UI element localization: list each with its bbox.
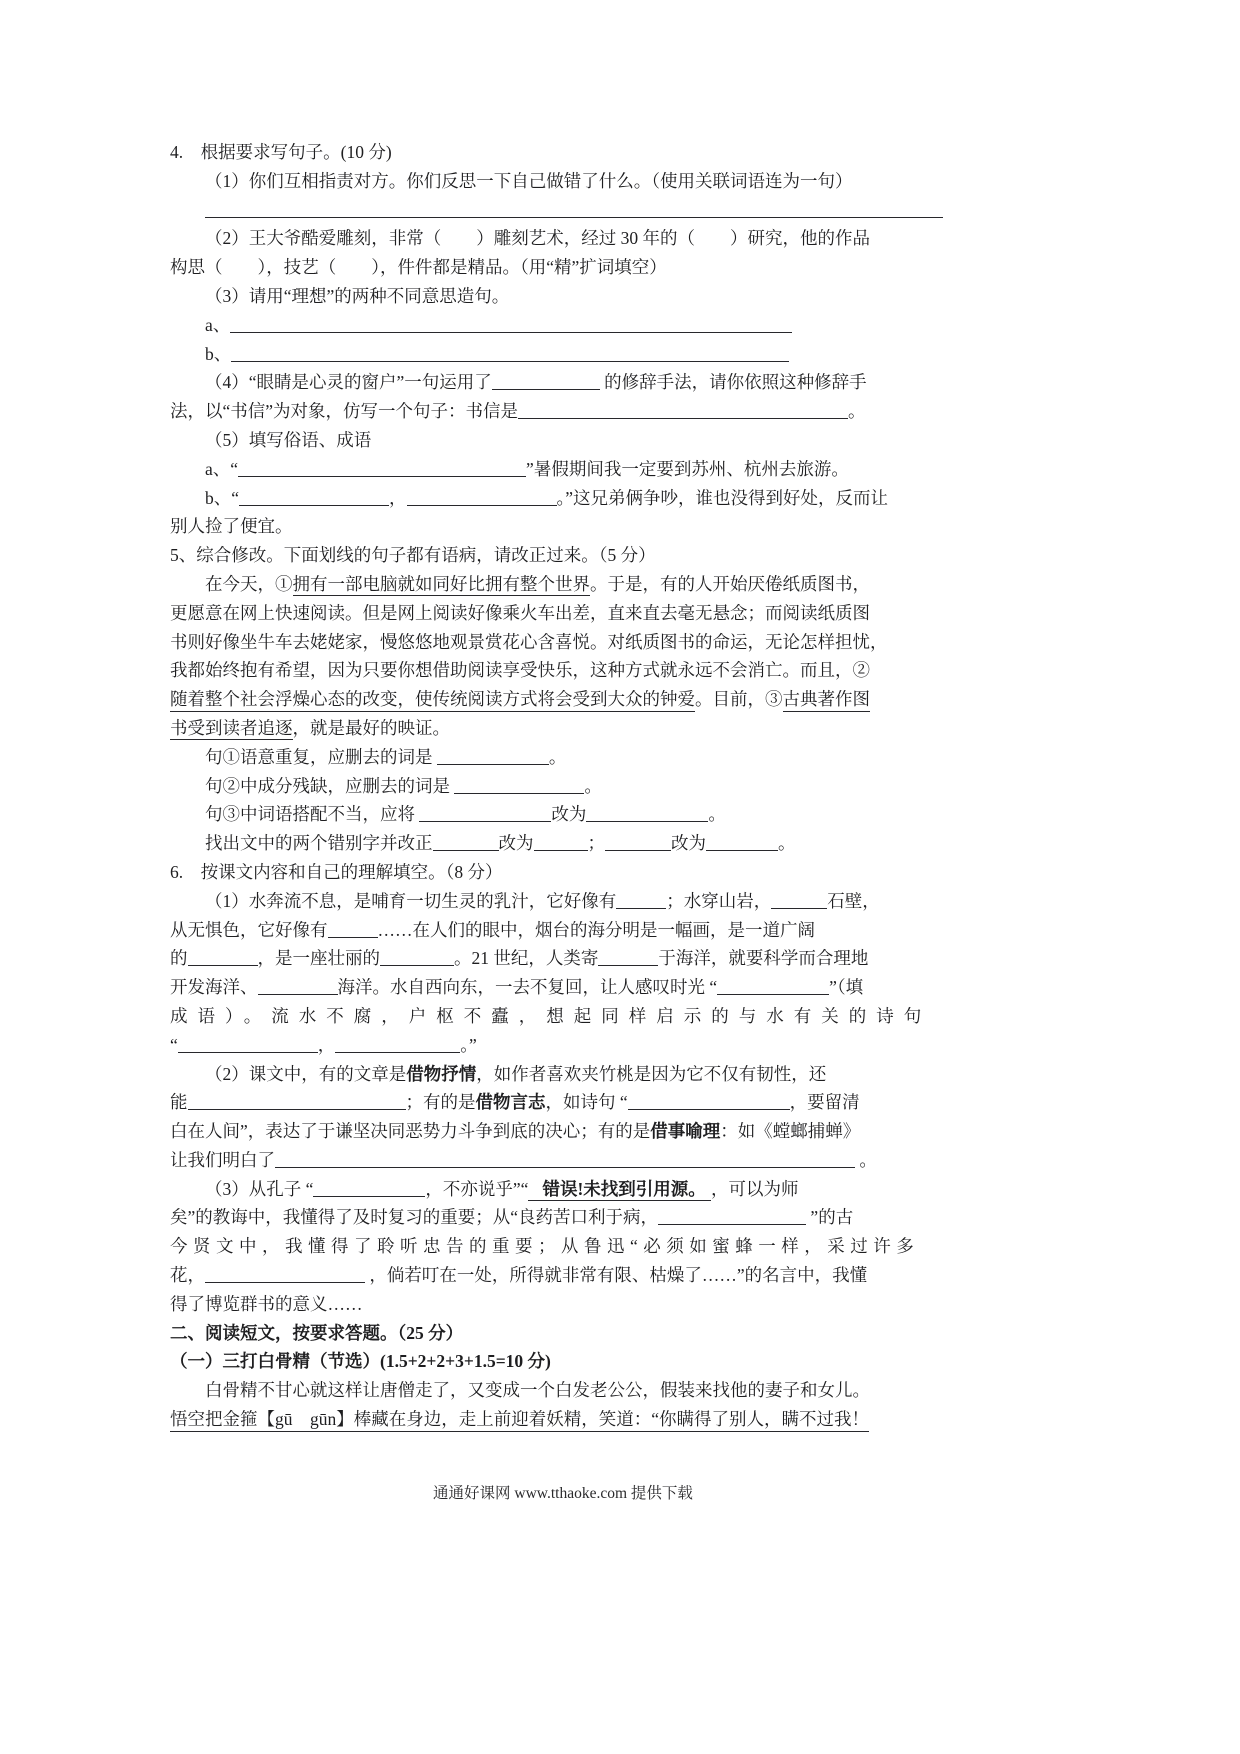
sub-question: [170, 973, 956, 1002]
text-run: a、: [205, 314, 231, 335]
passage-line: [170, 656, 956, 685]
blank-underline: [188, 948, 258, 967]
sub-question: [170, 253, 956, 282]
text-run: 白在人间”，表达了于谦坚决同恶势力斗争到底的决心；有的是: [170, 1121, 651, 1142]
text-run: （2）课文中，有的文章是: [205, 1063, 407, 1084]
text-run: ”（填: [829, 977, 864, 998]
underlined-text: 拥有一部电脑就如同好比拥有整个世界: [293, 574, 591, 597]
text-run: 。于是，有的人开始厌倦纸质图书，: [590, 573, 870, 594]
text-run: 二、阅读短文，按要求答题。（25 分）: [170, 1322, 464, 1343]
blank-underline: [586, 804, 708, 823]
sub-question: [170, 887, 956, 916]
text-run: ，如诗句 “: [545, 1092, 628, 1113]
sub-question: [170, 512, 956, 541]
text-run: ，要留清: [789, 1092, 860, 1113]
text-run: 更愿意在网上快速阅读。但是网上阅读好像乘火车出差，直来直去毫无悬念；而阅读纸质图: [170, 602, 870, 623]
text-run: 找出文中的两个错别字并改正: [205, 833, 433, 854]
question-heading: [170, 138, 956, 167]
text-run: 。目前，③: [695, 689, 783, 710]
blank-underline: [238, 458, 526, 477]
sub-question: [170, 1060, 956, 1089]
blank-underline: [407, 487, 557, 506]
text-run: ……在人们的眼中，烟台的海分明是一幅画，是一道广阔: [377, 919, 815, 940]
bold-underlined-text: 错误!未找到引用源。: [528, 1179, 711, 1202]
sub-question: [170, 1088, 956, 1117]
blank-underline: [231, 343, 789, 362]
text-run: 成语）。流水不腐，户枢不蠹，想起同样启示的与水有关的诗句: [170, 1005, 932, 1026]
text-run: 别人捡了便宜。: [170, 516, 293, 537]
answer-blank-line: [170, 455, 956, 484]
text-run: 。: [548, 746, 567, 767]
sub-question: [170, 916, 956, 945]
text-run: （1）水奔流不息，是哺育一切生灵的乳汁，它好像有: [205, 890, 617, 911]
text-run: 5、综合修改。下面划线的句子都有语病，请改正过来。（5 分）: [170, 545, 656, 566]
text-run: “: [170, 1034, 178, 1055]
blank-underline: [605, 833, 671, 852]
text-run: 法，以“书信”为对象，仿写一个句子：书信是: [170, 401, 519, 422]
text-run: ”的古: [806, 1207, 854, 1228]
blank-underline: [178, 1034, 318, 1053]
blank-underline: [492, 372, 600, 391]
text-run: 的: [170, 948, 188, 969]
sub-question: [170, 1203, 956, 1232]
passage-line: [170, 570, 956, 599]
text-run: （一）三打白骨精（节选）(1.5+2+2+3+1.5=10 分): [170, 1351, 551, 1372]
blank-underline: [419, 804, 551, 823]
text-run: ，可以为师: [711, 1178, 799, 1199]
bold-text: 借物抒情: [406, 1063, 477, 1084]
sub-question: [170, 1146, 956, 1175]
blank-underline: [258, 977, 338, 996]
section-heading: [170, 1319, 956, 1348]
sub-question: [170, 1290, 956, 1319]
text-run: ；有的是: [405, 1092, 476, 1113]
blank-underline: [534, 833, 588, 852]
text-run: ，: [317, 1034, 336, 1055]
text-run: ，不亦说乎”“: [425, 1178, 529, 1199]
text-run: ：如《螳螂捕蝉》: [720, 1121, 861, 1142]
sub-question: [170, 282, 956, 311]
text-run: 。: [855, 1149, 877, 1170]
text-run: b、: [205, 343, 232, 364]
answer-blank-line: [170, 196, 956, 225]
passage-line: [170, 599, 956, 628]
text-run: 4. 根据要求写句子。(10 分): [170, 142, 392, 162]
document-body: [170, 138, 956, 1434]
blank-underline: [454, 775, 584, 794]
text-run: ，倘若叮在一处，所得就非常有限、枯燥了……”的名言中，我懂: [365, 1265, 868, 1286]
sub-question: [170, 1261, 956, 1290]
text-run: ”暑假期间我一定要到苏州、杭州去旅游。: [526, 458, 849, 479]
text-run: ，就是最好的映证。: [292, 717, 450, 738]
blank-underline: [205, 1265, 365, 1284]
sub-question: [170, 800, 956, 829]
question-heading: [170, 541, 956, 570]
text-run: （4）“眼睛是心灵的窗户”一句运用了: [205, 372, 492, 393]
blank-underline: [335, 1034, 460, 1053]
text-run: 改为: [671, 833, 706, 854]
text-run: 。”这兄弟俩争吵，谁也没得到好处，反而让: [556, 487, 889, 508]
blank-underline: [518, 401, 848, 420]
blank-underline: [205, 199, 943, 218]
text-run: （3）请用“理想”的两种不同意思造句。: [205, 285, 510, 306]
text-run: 白骨精不甘心就这样让唐僧走了，又变成一个白发老公公，假装来找他的妻子和女儿。: [205, 1380, 870, 1401]
text-run: 于海洋，就要科学而合理地: [658, 948, 869, 969]
sub-question: [170, 1002, 956, 1031]
text-run: 。: [708, 804, 726, 825]
sub-question: [170, 368, 956, 397]
text-run: 花，: [170, 1265, 205, 1286]
blank-underline: [598, 948, 658, 967]
text-run: 书则好像坐牛车去姥姥家，慢悠悠地观景赏花心含喜悦。对纸质图书的命运，无论怎样担忧，: [170, 631, 888, 652]
text-run: ，是一座壮丽的: [257, 948, 380, 969]
text-run: 能: [170, 1092, 188, 1113]
passage-line: [170, 1376, 956, 1405]
blank-underline: [771, 890, 827, 909]
text-run: ；水穿山岩，: [666, 890, 772, 911]
text-run: 。”: [460, 1034, 477, 1055]
text-run: 的修辞手法，请你依照这种修辞手: [599, 372, 867, 393]
passage-line: [170, 628, 956, 657]
sub-question: [170, 1232, 956, 1261]
sub-question: [170, 772, 956, 801]
blank-underline: [628, 1092, 790, 1111]
text-run: 石壁，: [827, 890, 880, 911]
sub-question: [170, 397, 956, 426]
sub-question: [170, 224, 956, 253]
text-run: 。: [584, 775, 602, 796]
text-run: 我都始终抱有希望，因为只要你想借助阅读享受快乐，这种方式就永远不会消亡。而且，②: [170, 660, 870, 681]
text-run: 构思（ ），技艺（ ），件件都是精品。（用“精”扩词填空）: [170, 257, 667, 278]
text-run: ，: [389, 487, 407, 508]
passage-line: [170, 1405, 956, 1434]
underlined-text: 随着整个社会浮燥心态的改变，使传统阅读方式将会受到大众的钟爱: [170, 689, 695, 712]
answer-blank-line: [170, 1031, 956, 1060]
text-run: （1）你们互相指责对方。你们反思一下自己做错了什么。（使用关联词语连为一句）: [205, 170, 853, 191]
blank-underline: [230, 314, 792, 333]
text-run: 句③中词语搭配不当，应将: [205, 804, 420, 825]
sub-question: [170, 426, 956, 455]
page-footer: 通通好课网 www.tthaoke.com 提供下载: [433, 1485, 693, 1502]
text-run: 让我们明白了: [170, 1149, 275, 1170]
answer-blank-line: [170, 484, 956, 513]
underlined-text: 悟空把金箍【gū gūn】棒藏在身边，走上前迎着妖精，笑道：“你瞒得了别人，瞒不过我！: [170, 1409, 869, 1432]
blank-underline: [658, 1207, 806, 1226]
blank-underline: [275, 1149, 855, 1168]
blank-underline: [616, 890, 666, 909]
passage-line: [170, 714, 956, 743]
blank-underline: [239, 487, 389, 506]
text-run: b、“: [205, 487, 240, 508]
text-run: 。21 世纪，人类寄: [454, 948, 599, 969]
text-run: 。: [848, 401, 866, 422]
sub-question: [170, 1175, 956, 1204]
passage-title: [170, 1347, 956, 1376]
bold-text: 借事喻理: [650, 1121, 721, 1142]
sub-question: [170, 1117, 956, 1146]
text-run: a、“: [205, 458, 239, 479]
blank-underline: [706, 833, 778, 852]
text-run: 矣”的教诲中，我懂得了及时复习的重要；从“良药苦口利于病，: [170, 1207, 659, 1228]
passage-line: [170, 685, 956, 714]
text-run: （2）王大爷酷爱雕刻，非常（ ）雕刻艺术，经过 30 年的（ ）研究，他的作品: [205, 228, 870, 249]
sub-question: [170, 167, 956, 196]
text-run: 开发海洋、: [170, 977, 258, 998]
sub-question: [170, 829, 956, 858]
text-run: 句②中成分残缺，应删去的词是: [205, 775, 455, 796]
text-run: （5）填写俗语、成语: [205, 429, 372, 450]
underlined-text: 书受到读者追逐: [170, 718, 293, 741]
text-run: ；: [587, 833, 605, 854]
blank-underline: [188, 1092, 406, 1111]
text-run: 改为: [498, 833, 534, 854]
text-run: 今贤文中，我懂得了聆听忠告的重要；从鲁迅“必须如蜜蜂一样，采过许多: [170, 1236, 920, 1257]
text-run: （3）从孔子 “: [205, 1178, 314, 1199]
text-run: 改为: [551, 804, 587, 825]
text-run: 6. 按课文内容和自己的理解填空。（8 分）: [170, 861, 503, 882]
blank-underline: [380, 948, 454, 967]
sub-question: [170, 743, 956, 772]
text-run: 句①语意重复，应删去的词是: [205, 746, 437, 767]
blank-underline: [313, 1178, 425, 1197]
text-run: 在今天，①: [205, 573, 293, 594]
blank-underline: [717, 977, 829, 996]
text-run: 海洋。水自西向东，一去不复回，让人感叹时光 “: [337, 977, 718, 998]
text-run: 得了博览群书的意义……: [170, 1293, 363, 1314]
bold-text: 借物言志: [475, 1092, 546, 1113]
text-run: ，如作者喜欢夹竹桃是因为它不仅有韧性，还: [476, 1063, 827, 1084]
text-run: 从无惧色，它好像有: [170, 919, 328, 940]
answer-blank-line: [170, 311, 956, 340]
blank-underline: [433, 833, 499, 852]
blank-underline: [437, 746, 549, 765]
sub-question: [170, 944, 956, 973]
underlined-text: 古典著作图: [783, 689, 871, 712]
blank-underline: [328, 919, 378, 938]
answer-blank-line: [170, 340, 956, 369]
text-run: 。: [778, 833, 796, 854]
question-heading: [170, 858, 956, 887]
